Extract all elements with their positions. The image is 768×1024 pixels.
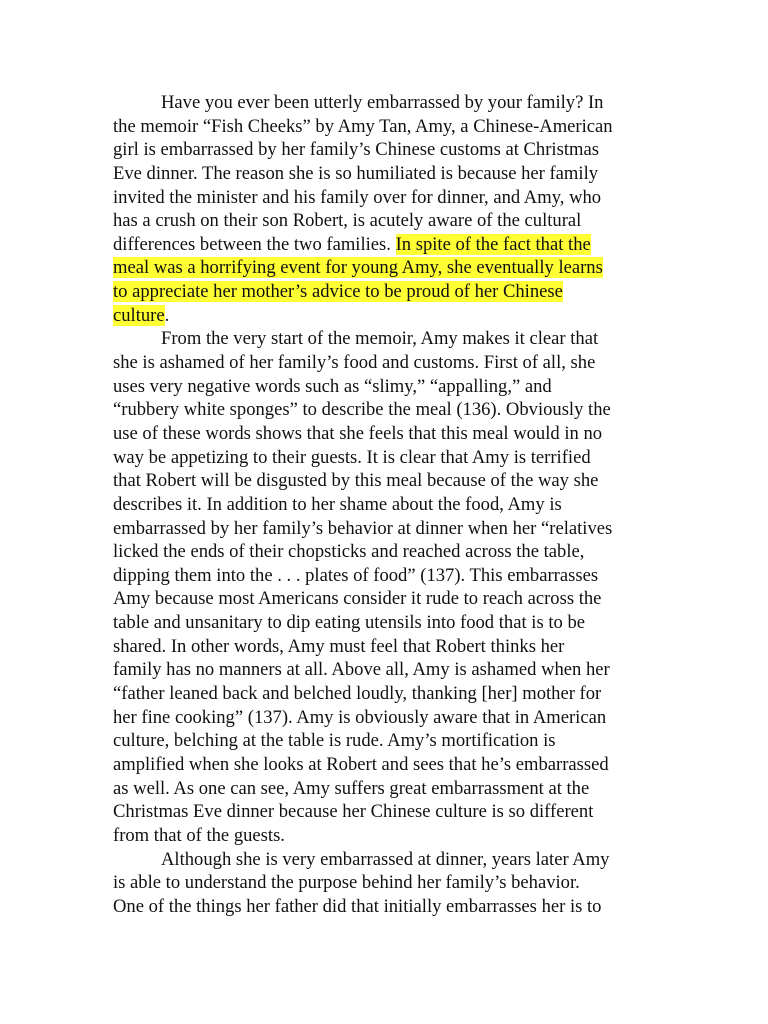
highlighted-thesis-text: culture — [113, 304, 165, 326]
text-segment: use of these words shows that she feels that this meal would in no — [113, 422, 603, 444]
text-line — [113, 446, 673, 470]
text-segment: culture, belching at the table is rude. Amy’s mortification is — [113, 730, 556, 752]
text-segment: Amy because most Americans consider it rude to reach across the — [113, 588, 602, 610]
text-line — [113, 233, 673, 257]
text-segment: . — [164, 304, 170, 326]
text-line — [113, 682, 673, 706]
text-line — [113, 729, 673, 753]
text-segment: One of the things her father did that initially embarrasses her is to — [113, 895, 602, 917]
text-segment: “rubbery white sponges” to describe the meal (136). Obviously the — [113, 399, 611, 421]
text-line — [113, 658, 673, 682]
text-line — [113, 564, 673, 588]
highlighted-thesis-text: to appreciate her mother’s advice to be proud of her Chinese — [113, 281, 563, 303]
paragraph-2 — [113, 327, 673, 847]
text-line — [113, 256, 673, 280]
text-segment: amplified when she looks at Robert and sees that he’s embarrassed — [113, 753, 609, 775]
text-line — [113, 375, 673, 399]
text-line — [113, 209, 673, 233]
text-segment: Although she is very embarrassed at dinner, years later Amy — [161, 848, 610, 870]
text-line — [113, 540, 673, 564]
text-segment: family has no manners at all. Above all, Amy is ashamed when her — [113, 659, 610, 681]
text-line — [113, 824, 673, 848]
text-segment: Christmas Eve dinner because her Chinese culture is so different — [113, 801, 594, 823]
text-line — [113, 871, 673, 895]
text-segment: as well. As one can see, Amy suffers great embarrassment at the — [113, 777, 590, 799]
text-segment: embarrassed by her family’s behavior at dinner when her “relatives — [113, 517, 613, 539]
text-line — [113, 753, 673, 777]
text-line — [113, 706, 673, 730]
text-line — [113, 91, 673, 115]
text-segment: invited the minister and his family over for dinner, and Amy, who — [113, 186, 602, 208]
text-line — [113, 777, 673, 801]
text-segment: has a crush on their son Robert, is acutely aware of the cultural — [113, 210, 582, 232]
paragraph-1 — [113, 91, 673, 327]
text-segment: “father leaned back and belched loudly, thanking [her] mother for — [113, 683, 602, 705]
text-segment: differences between the two families. — [113, 233, 396, 255]
text-segment: dipping them into the . . . plates of food” (137). This embarrasses — [113, 564, 599, 586]
text-segment: she is ashamed of her family’s food and customs. First of all, she — [113, 352, 596, 374]
text-segment: shared. In other words, Amy must feel that Robert thinks her — [113, 635, 565, 657]
text-line — [113, 469, 673, 493]
text-segment: describes it. In addition to her shame about the food, Amy is — [113, 493, 562, 515]
text-line — [113, 611, 673, 635]
text-line — [113, 351, 673, 375]
text-line — [113, 895, 673, 919]
text-line — [113, 280, 673, 304]
text-line — [113, 398, 673, 422]
text-line — [113, 186, 673, 210]
text-line — [113, 493, 673, 517]
text-segment: way be appetizing to their guests. It is clear that Amy is terrified — [113, 446, 591, 468]
text-segment: girl is embarrassed by her family’s Chinese customs at Christmas — [113, 139, 599, 161]
text-line — [113, 327, 673, 351]
text-segment: is able to understand the purpose behind her family’s behavior. — [113, 872, 580, 894]
essay-body — [113, 91, 673, 918]
text-line — [113, 304, 673, 328]
highlighted-thesis-text: In spite of the fact that the — [395, 233, 591, 255]
text-segment: Eve dinner. The reason she is so humiliated is because her family — [113, 162, 599, 184]
text-line — [113, 162, 673, 186]
text-line — [113, 587, 673, 611]
text-segment: the memoir “Fish Cheeks” by Amy Tan, Amy, a Chinese-American — [113, 115, 613, 137]
text-segment: from that of the guests. — [113, 824, 285, 846]
text-segment: licked the ends of their chopsticks and reached across the table, — [113, 541, 585, 563]
text-line — [113, 635, 673, 659]
text-line — [113, 800, 673, 824]
text-segment: table and unsanitary to dip eating utensils into food that is to be — [113, 612, 585, 634]
text-segment: uses very negative words such as “slimy,” “appalling,” and — [113, 375, 552, 397]
text-segment: From the very start of the memoir, Amy makes it clear that — [161, 328, 599, 350]
paragraph-3 — [113, 848, 673, 919]
text-segment: Have you ever been utterly embarrassed by your family? In — [161, 92, 604, 113]
text-line — [113, 517, 673, 541]
text-segment: that Robert will be disgusted by this meal because of the way she — [113, 470, 599, 492]
text-segment: her fine cooking” (137). Amy is obviously aware that in American — [113, 706, 607, 728]
text-line — [113, 138, 673, 162]
highlighted-thesis-text: meal was a horrifying event for young Amy, she eventually learns — [113, 257, 603, 279]
text-line — [113, 848, 673, 872]
text-line — [113, 422, 673, 446]
text-line — [113, 115, 673, 139]
